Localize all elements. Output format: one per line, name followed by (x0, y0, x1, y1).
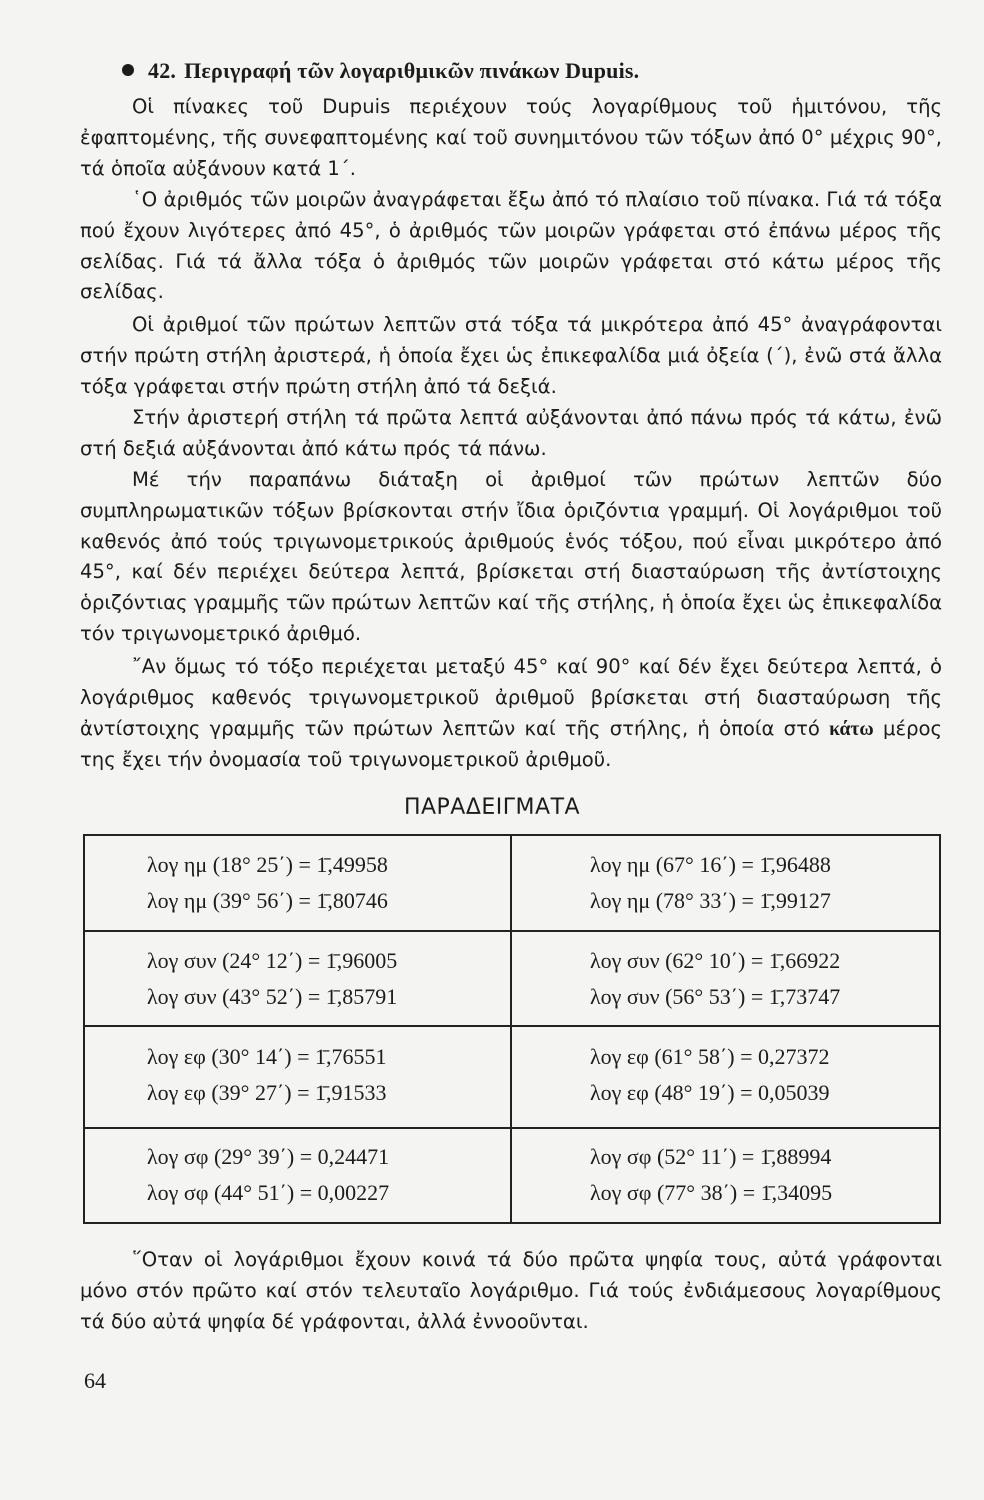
example-row: λογ συν (56° 53΄) = 1̄,73747 (590, 984, 841, 1009)
table-cell (590, 847, 831, 919)
bullet-icon (122, 64, 134, 76)
table-cell (147, 1039, 387, 1111)
example-row: λογ σφ (77° 38΄) = 1̄,34095 (590, 1180, 833, 1205)
paragraph: ῾Ο ἀριθμός τῶν μοιρῶν ἀναγράφεται ἔξω ἀπό τό πλαίσιο τοῦ πίνακα. Γιά τά τόξα πού ἔχουν λιγότερες ἀπό 45°, ὁ ἀριθμός τῶν μοιρῶν γράφεται στό ἐπάνω μέρος τῆς σελίδας. Γιά τά ἄλλα τόξα ὁ ἀριθμός τῶν μοιρῶν γράφεται στό κάτω μέρος τῆς σελίδας. (80, 188, 942, 304)
examples-title: ΠΑΡΑΔΕΙΓΜΑΤΑ (403, 795, 581, 820)
paragraph: Οἱ ἀριθμοί τῶν πρώτων λεπτῶν στά τόξα τά μικρότερα ἀπό 45° ἀναγράφονται στήν πρώτη στήλη ἀριστερά, ἡ ὁποία ἔχει ὡς ἐπικεφαλίδα μιά ὀξεία (΄), ἐνῶ στά ἄλλα τόξα γράφεται στήν πρώτη στήλη ἀπό τά δεξιά. (80, 313, 942, 398)
example-row: λογ συν (43° 52΄) = 1̄,85791 (147, 984, 398, 1009)
example-row: λογ ημ (18° 25΄) = 1̄,49958 (147, 852, 388, 877)
emphasized-word: κάτω (829, 718, 874, 740)
example-row: λογ συν (62° 10΄) = 1̄,66922 (590, 948, 841, 973)
paragraph-text: ῎Αν ὅμως τό τόξο περιέχεται μεταξύ 45° καί 90° καί δέν ἔχει δεύτερα λεπτά, ὁ λογάριθμος καθενός τριγωνομετρικοῦ ἀριθμοῦ βρίσκεται στή διασταύρωση τῆς ἀντίστοιχης γραμμῆς τῶν πρώτων λεπτῶν καί τῆς στήλης, ἡ ὁποία στό (80, 655, 942, 740)
paragraph: ῞Οταν οἱ λογάριθμοι ἔχουν κοινά τά δύο πρῶτα ψηφία τους, αὐτά γράφονται μόνο στόν πρῶτο καί στόν τελευταῖο λογάριθμο. Γιά τούς ἐνδιάμεσους λογαρίθμους τά δύο αὐτά ψηφία δέ γράφονται, ἀλλά ἐννοοῦνται. (80, 1248, 942, 1333)
paragraph: Μέ τήν παραπάνω διάταξη οἱ ἀριθμοί τῶν πρώτων λεπτῶν δύο συμπληρωματικῶν τόξων βρίσκονται στήν ἴδια ὁριζόντια γραμμή. Οἱ λογάριθμοι τοῦ καθενός ἀπό τούς τριγωνομετρικούς ἀριθμούς ἑνός τόξου, πού εἶναι μικρότερο ἀπό 45°, καί δέν περιέχει δεύτερα λεπτά, βρίσκεται στή διασταύρωση τῆς ἀντίστοιχης ὁριζόντιας γραμμῆς τῶν πρώτων λεπτῶν καί τῆς στήλης, ἡ ὁποία ἔχει ὡς ἐπικεφαλίδα τόν τριγωνομετρικό ἀριθμό. (80, 468, 942, 645)
example-row: λογ εφ (30° 14΄) = 1̄,76551 (147, 1044, 387, 1069)
paragraph-text: μέρος της ἔχει τήν ὀνομασία τοῦ τριγωνομετρικοῦ ἀριθμοῦ. (80, 716, 943, 772)
paragraph: Στήν ἀριστερή στήλη τά πρῶτα λεπτά αὐξάνονται ἀπό πάνω πρός τά κάτω, ἐνῶ στή δεξιά αὐξάνονται ἀπό κάτω πρός τά πάνω. (80, 406, 942, 460)
section-number: 42. (148, 58, 177, 83)
table-divider (510, 836, 512, 1222)
examples-table (83, 834, 941, 1224)
example-row: λογ εφ (39° 27΄) = 1̄,91533 (147, 1080, 387, 1105)
paragraph (80, 652, 942, 776)
table-cell (590, 1139, 832, 1211)
example-row: λογ σφ (52° 11΄) = 1̄,88994 (590, 1144, 832, 1169)
table-cell (590, 1039, 830, 1111)
table-cell (590, 943, 840, 1015)
table-divider (85, 1025, 939, 1027)
section-heading (122, 58, 639, 84)
example-row: λογ εφ (61° 58΄) = 0,27372 (590, 1044, 830, 1069)
paragraph: Οἱ πίνακες τοῦ Dupuis περιέχουν τούς λογαρίθμους τοῦ ἡμιτόνου, τῆς ἐφαπτομένης, τῆς συνεφαπτομένης καί τοῦ συνημιτόνου τῶν τόξων ἀπό 0° μέχρις 90°, τά ὁποῖα αὐξάνουν κατά 1΄. (80, 95, 942, 180)
example-row: λογ ημ (78° 33΄) = 1̄,99127 (590, 888, 831, 913)
example-row: λογ ημ (67° 16΄) = 1̄,96488 (590, 852, 831, 877)
table-cell (147, 943, 397, 1015)
example-row: λογ συν (24° 12΄) = 1̄,96005 (147, 948, 398, 973)
table-cell (147, 847, 388, 919)
table-divider (85, 930, 939, 932)
table-cell (147, 1139, 389, 1211)
page-number: 64 (84, 1368, 106, 1393)
example-row: λογ ημ (39° 56΄) = 1̄,80746 (147, 888, 388, 913)
example-row: λογ εφ (48° 19΄) = 0,05039 (590, 1080, 830, 1105)
table-divider (85, 1127, 939, 1129)
example-row: λογ σφ (29° 39΄) = 0,24471 (147, 1144, 390, 1169)
section-title: Περιγραφή τῶν λογαριθμικῶν πινάκων Dupuis. (184, 58, 640, 83)
example-row: λογ σφ (44° 51΄) = 0,00227 (147, 1180, 390, 1205)
